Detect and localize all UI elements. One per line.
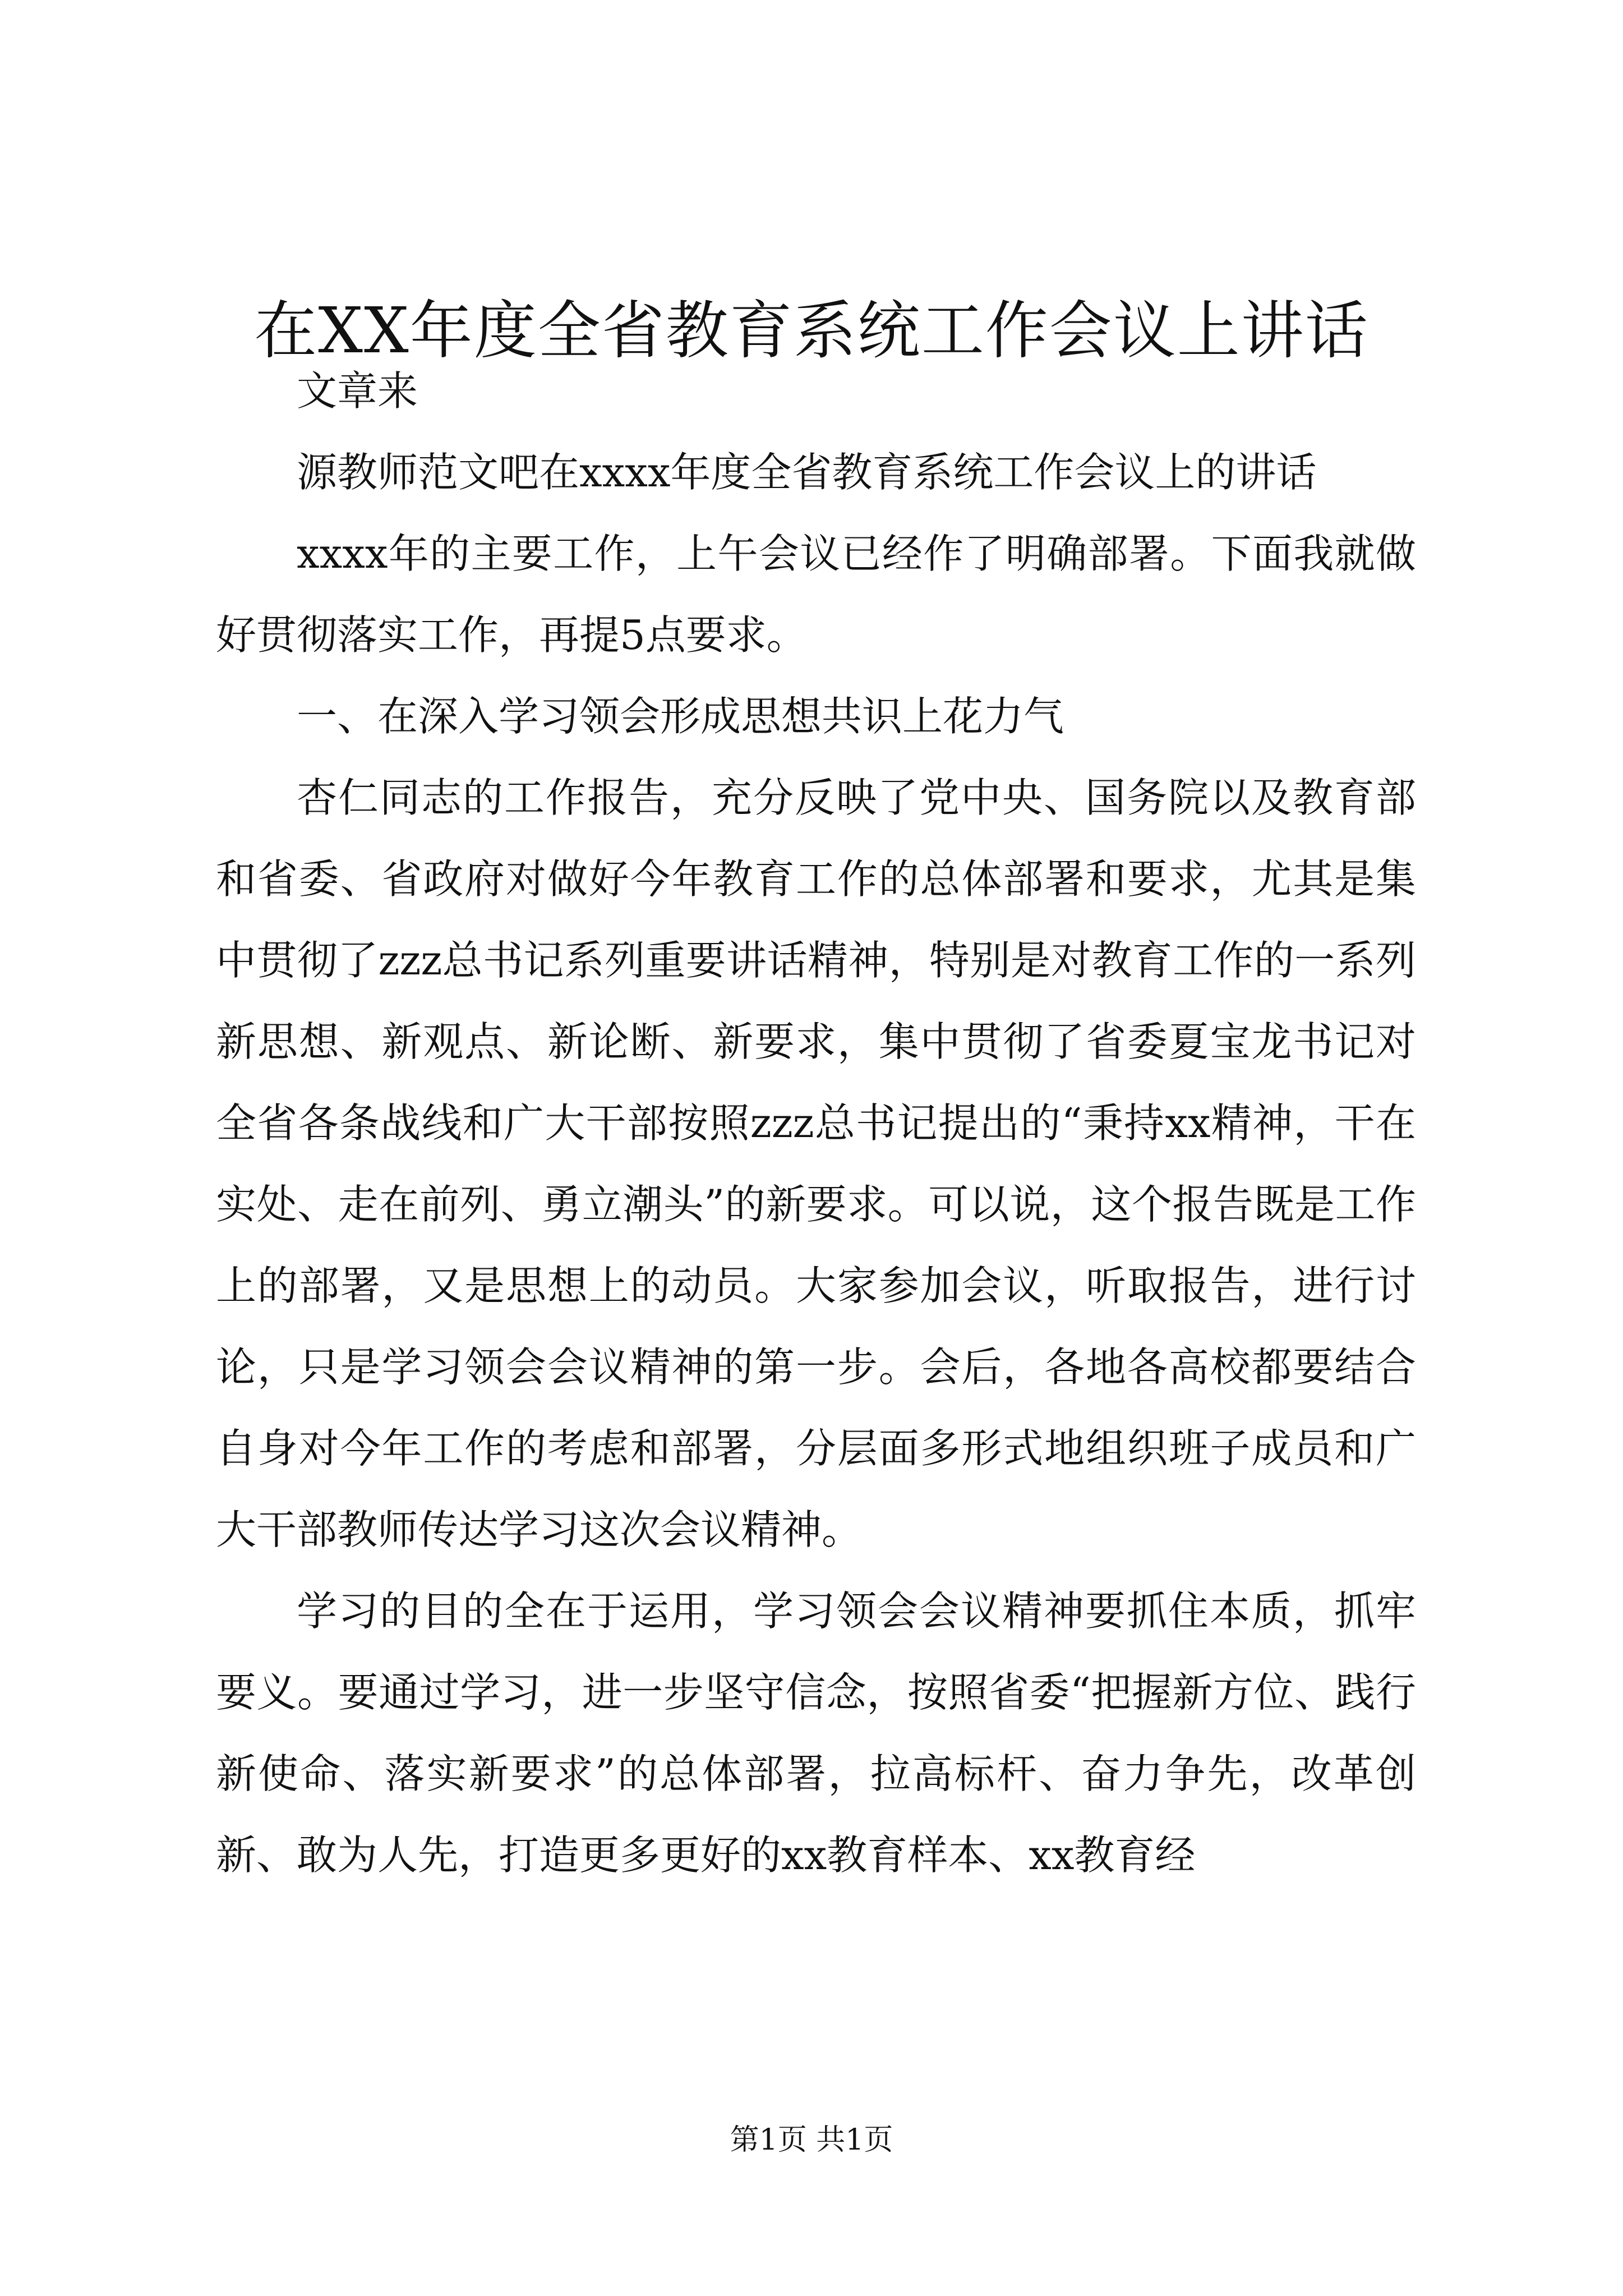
- section-heading-1: 一、在深入学习领会形成思想共识上花力气: [297, 693, 1064, 740]
- paragraph-report: 杏仁同志的工作报告，充分反映了党中央、国务院以及教育部和省委、省政府对做好今年教育工作的总体部署和要求，尤其是集中贯彻了zzz总书记系列重要讲话精神，特别是对教育工作的一系列新思想、新观点、新论断、新要求，集中贯彻了省委夏宝龙书记对全省各条战线和广大干部按照zzz总书记提出的“秉持xx精神，干在实处、走在前列、勇立潮头”的新要求。可以说，这个报告既是工作上的部署，又是思想上的动员。大家参加会议，听取报告，进行讨论，只是学习领会会议精神的第一步。会后，各地各高校都要结合自身对今年工作的考虑和部署，分层面多形式地组织班子成员和广大干部教师传达学习这次会议精神。: [216, 774, 1416, 1553]
- paragraph-source-line: 源教师范文吧在xxxx年度全省教育系统工作会议上的讲话: [297, 449, 1317, 496]
- page-footer: 第1页 共1页: [730, 2123, 893, 2157]
- paragraph-intro: xxxx年的主要工作，上午会议已经作了明确部署。下面我就做好贯彻落实工作，再提5点要求。: [216, 530, 1416, 659]
- document-title: 在XX年度全省教育系统工作会议上讲话: [254, 295, 1369, 367]
- paragraph-study-purpose: 学习的目的全在于运用，学习领会会议精神要抓住本质，抓牢要义。要通过学习，进一步坚守信念，按照省委“把握新方位、践行新使命、落实新要求”的总体部署，拉高标杆、奋力争先，改革创新、敢为人先，打造更多更好的xx教育样本、xx教育经: [216, 1588, 1416, 1879]
- paragraph-source-start: 文章来: [297, 367, 418, 415]
- document-body: [216, 351, 1416, 1896]
